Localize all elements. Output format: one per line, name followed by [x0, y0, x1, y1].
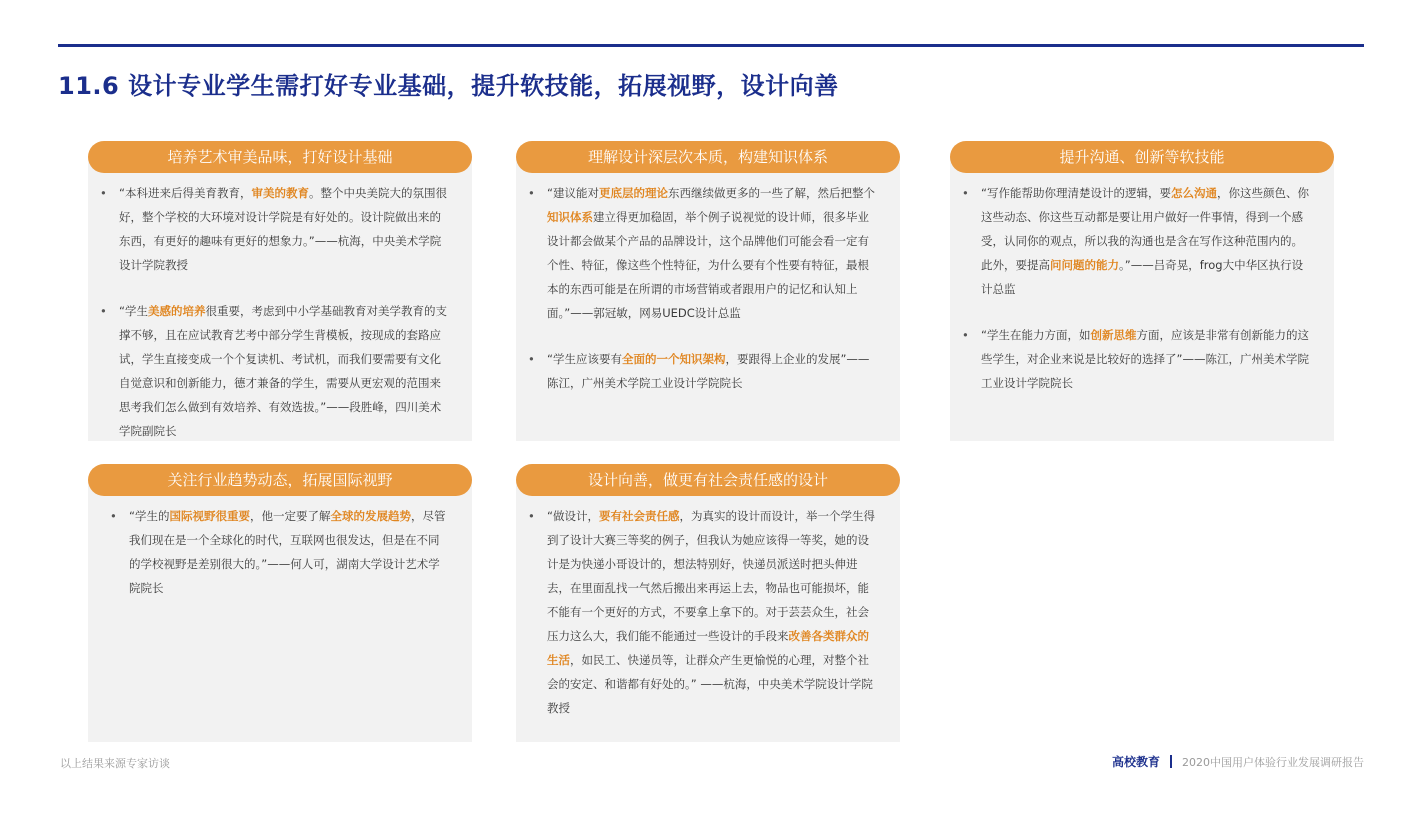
card-aesthetic-foundation — [88, 141, 472, 441]
footer-branding — [1112, 753, 1364, 770]
quote-text: “学生应该要有 — [547, 352, 622, 366]
footer-separator — [1170, 755, 1172, 768]
quote-list — [950, 181, 1334, 417]
card-international-vision — [88, 464, 472, 742]
quote-text: ，要跟得上企业的发展”——陈江，广州美术学院工业设计学院院长 — [547, 352, 870, 390]
quote-item — [88, 299, 472, 443]
card-heading: 理解设计深层次本质，构建知识体系 — [516, 141, 900, 173]
quote-list — [88, 504, 472, 622]
quote-text: “建议能对 — [547, 186, 599, 200]
quote-text: 方面，应该是非常有创新能力的这些学生，对企业来说是比较好的选择了”——陈江，广州美术学院工业设计学院院长 — [981, 328, 1309, 390]
highlight-text: 创新思维 — [1090, 328, 1137, 342]
card-heading: 关注行业趋势动态，拓展国际视野 — [88, 464, 472, 496]
quote-text: 很重要，考虑到中小学基础教育对美学教育的支撑不够，且在应试教育艺考中部分学生背模板，按现成的套路应试，学生直接变成一个个复读机、考试机，而我们要需要有文化自觉意识和创新能力，德才兼备的学生，需要从更宏观的范围来思考我们怎么做到有效培养、有效选拔。”——段胜峰，四川美术学院副院长 — [119, 304, 447, 438]
quote-text: ，他一定要了解 — [249, 509, 331, 523]
quote-text: “学生 — [119, 304, 148, 318]
quote-text: 。整个中央美院大的氛围很好，整个学校的大环境对设计学院是有好处的。设计院做出来的东西，有更好的趣味有更好的想象力。”——杭海，中央美术学院设计学院教授 — [119, 186, 447, 272]
card-heading: 提升沟通、创新等软技能 — [950, 141, 1334, 173]
highlight-text: 更底层的理论 — [598, 186, 668, 200]
quote-item — [516, 504, 900, 720]
quote-item — [516, 181, 900, 325]
quote-text: 建立得更加稳固，举个例子说视觉的设计师，很多毕业设计都会做某个产品的品牌设计，这个品牌他们可能会看一定有个性、特征，像这些个性特征，为什么要有个性要有特征，最根本的东西可能是在所谓的市场营销或者跟用户的记忆和认知上面。”——郭冠敏，网易UEDC设计总监 — [547, 210, 869, 320]
quote-text: ，为真实的设计而设计，举一个学生得到了设计大赛三等奖的例子，但我认为她应该得一等奖，她的设计是为快递小哥设计的，想法特别好，快递员派送时把头伸进去，在里面乱找一气然后搬出来再运上去，物品也可能损坏，能不能有一个更好的方式，不要拿上拿下的。对于芸芸众生，社会压力这么大，我们能不能通过一些设计的手段来 — [547, 509, 875, 643]
quote-text: 东西继续做更多的一些了解，然后把整个 — [667, 186, 875, 200]
card-knowledge-system — [516, 141, 900, 441]
quote-list — [88, 181, 472, 465]
highlight-text: 审美的教育 — [251, 186, 309, 200]
quote-text: ，你这些颜色、你这些动态、你这些互动都是要让用户做好一件事情，得到一个感受，认同你的观点，所以我的沟通也是含在写作这种范围内的。此外，要提高 — [981, 186, 1309, 272]
quote-text: “学生在能力方面，如 — [981, 328, 1091, 342]
quote-text: “学生的 — [129, 509, 170, 523]
highlight-text: 国际视野很重要 — [169, 509, 250, 523]
highlight-text: 美感的培养 — [147, 304, 206, 318]
quote-item — [950, 323, 1334, 395]
quote-text: “做设计， — [547, 509, 599, 523]
quote-item — [98, 504, 468, 600]
card-heading: 培养艺术审美品味，打好设计基础 — [88, 141, 472, 173]
quote-text: ，尽管我们现在是一个全球化的时代，互联网也很发达，但是在不同的学校视野是差别很大的。”——何人可，湖南大学设计艺术学院院长 — [129, 509, 446, 595]
quote-item — [88, 181, 472, 277]
highlight-text: 知识体系 — [547, 210, 593, 224]
quote-text: “本科进来后得美育教育， — [119, 186, 252, 200]
quote-text: 。”——吕奇晃，frog大中华区执行设计总监 — [981, 258, 1304, 296]
highlight-text: 全球的发展趋势 — [330, 509, 411, 523]
top-divider — [58, 44, 1364, 47]
quote-item — [516, 347, 900, 395]
highlight-text: 要有社会责任感 — [598, 509, 680, 523]
highlight-text: 问问题的能力 — [1050, 258, 1119, 272]
card-heading: 设计向善，做更有社会责任感的设计 — [516, 464, 900, 496]
highlight-text: 改善各类群众的生活 — [547, 629, 869, 667]
source-note: 以上结果来源专家访谈 — [60, 757, 170, 770]
card-design-for-good — [516, 464, 900, 742]
footer-brand: 高校教育 — [1111, 755, 1160, 769]
card-soft-skills — [950, 141, 1334, 441]
highlight-text: 怎么沟通 — [1170, 186, 1217, 200]
highlight-text: 全面的一个知识架构 — [621, 352, 726, 366]
quote-text: ，如民工、快递员等，让群众产生更愉悦的心理，对整个社会的安定、和谐都有好处的。” ——杭海，中央美术学院设计学院教授 — [547, 653, 873, 715]
page-title: 11.6 设计专业学生需打好专业基础，提升软技能，拓展视野，设计向善 — [58, 72, 839, 100]
footer-report-title: 2020中国用户体验行业发展调研报告 — [1182, 755, 1364, 769]
quote-text: “写作能帮助你理清楚设计的逻辑，要 — [981, 186, 1171, 200]
quote-item — [950, 181, 1334, 301]
quote-list — [516, 504, 900, 742]
quote-list — [516, 181, 900, 417]
